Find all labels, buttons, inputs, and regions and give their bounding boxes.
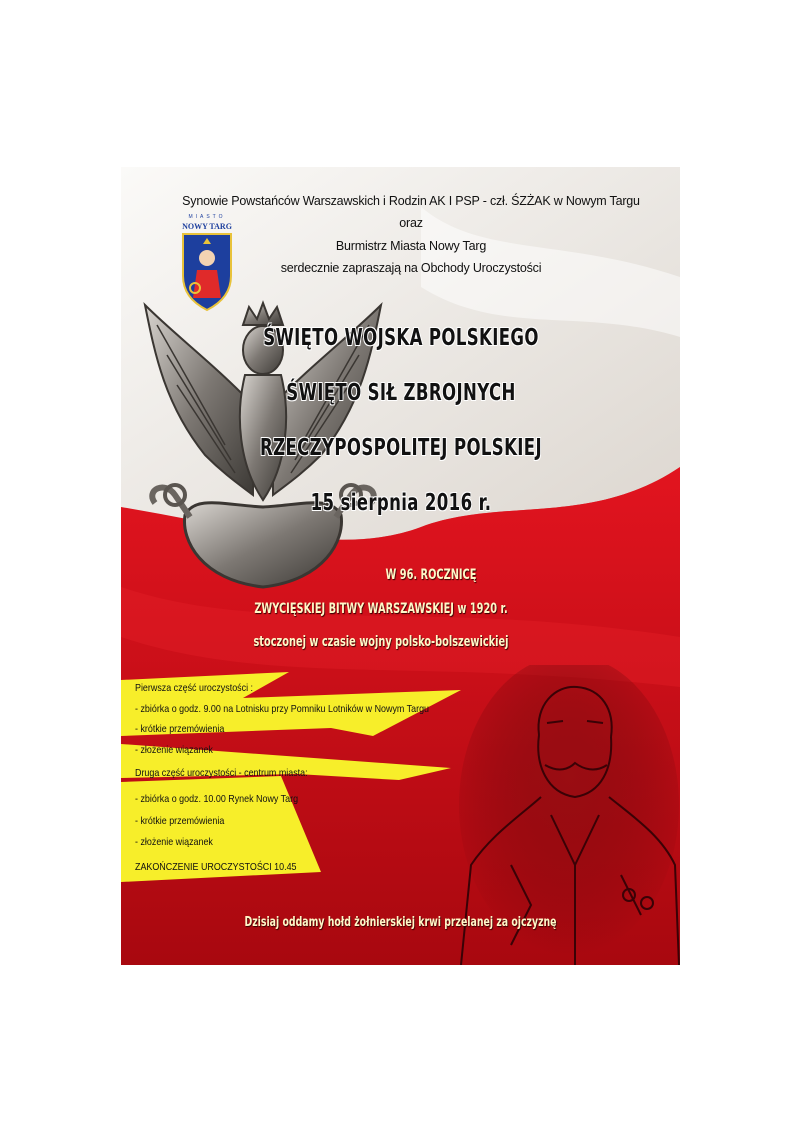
- title-line-3: RZECZYPOSPOLITEJ POLSKIEJ: [260, 435, 542, 461]
- mayor-line: Burmistrz Miasta Nowy Targ: [335, 239, 487, 253]
- program-panel: [121, 672, 471, 892]
- crest-label-top: MIASTO: [188, 214, 226, 220]
- program-part1-title: Pierwsza część uroczystości :: [135, 682, 254, 694]
- invitation-line: serdecznie zapraszają na Obchody Uroczystości: [280, 261, 542, 275]
- program-part2-item-3: - złożenie wiązanek: [135, 836, 213, 848]
- title-line-2: ŚWIĘTO SIŁ ZBROJNYCH: [286, 380, 516, 406]
- anniversary-line-3: stoczonej w czasie wojny polsko-bolszewickiej: [253, 634, 509, 650]
- organizers-line: Synowie Powstańców Warszawskich i Rodzin AK I PSP - czł. ŚZŻAK w Nowym Targu: [182, 194, 640, 208]
- program-part2-item-2: - krótkie przemówienia: [135, 815, 225, 827]
- program-part1-item-2: - krótkie przemówienia: [135, 723, 225, 735]
- poster: [121, 167, 680, 965]
- program-part2-item-1: - zbiórka o godz. 10.00 Rynek Nowy Targ: [135, 793, 299, 805]
- event-date: 15 sierpnia 2016 r.: [310, 490, 492, 516]
- anniversary-line-2: ZWYCIĘSKIEJ BITWY WARSZAWSKIEJ w 1920 r.: [254, 601, 508, 617]
- program-ending: ZAKOŃCZENIE UROCZYSTOŚCI 10.45: [135, 861, 297, 873]
- footer-motto: Dzisiaj oddamy hołd żołnierskiej krwi przelanej za ojczyznę: [244, 915, 557, 930]
- oraz-line: oraz: [399, 216, 423, 230]
- title-line-1: ŚWIĘTO WOJSKA POLSKIEGO: [263, 325, 539, 351]
- anniversary-line-1: W 96. ROCZNICĘ: [385, 567, 477, 583]
- program-part1-item-1: - zbiórka o godz. 9.00 na Lotnisku przy Pomniku Lotników w Nowym Targu: [135, 703, 430, 715]
- program-part2-title: Druga część uroczystości - centrum miasta:: [135, 767, 308, 779]
- program-part1-item-3: - złożenie wiązanek: [135, 744, 213, 756]
- crest-label-main: NOWY TARG: [182, 222, 232, 231]
